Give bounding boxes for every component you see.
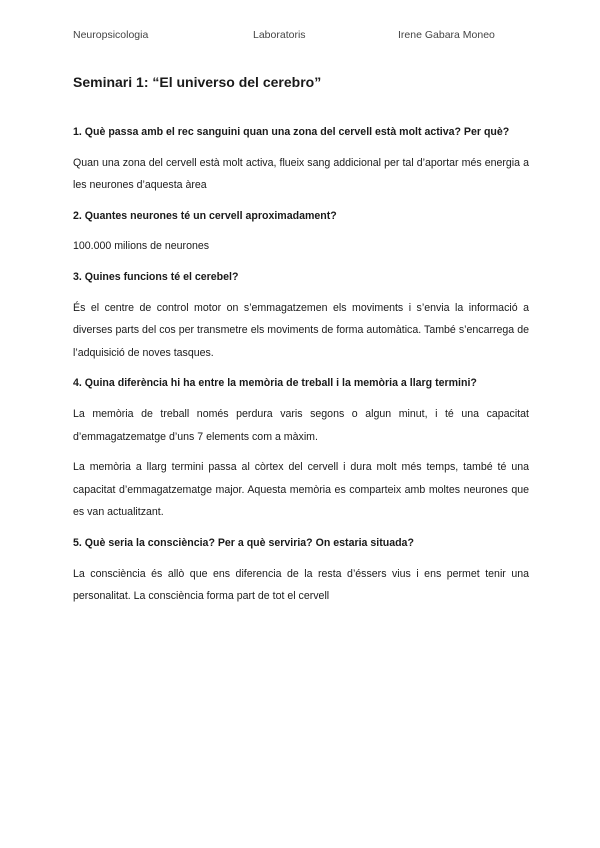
- header-subject: Neuropsicologia: [73, 29, 149, 41]
- answer-4a: La memòria de treball només perdura varis segons o algun minut, i té una capacitat d’emmagatzematge d’uns 7 elements com a màxim.: [73, 407, 529, 443]
- question-1: 1. Què passa amb el rec sanguini quan una zona del cervell està molt activa? Per què?: [73, 126, 510, 138]
- answer-3: És el centre de control motor on s’emmagatzemen els moviments i s’envia la informació a diverses parts del cos per transmetre els moviments de forma automàtica. També s’encarrega de l’adquisició de noves tasques.: [73, 301, 529, 359]
- header-section: Laboratoris: [253, 29, 306, 41]
- question-5: 5. Què seria la consciència? Per a què serviria? On estaria situada?: [73, 536, 414, 549]
- answer-1: Quan una zona del cervell està molt activa, flueix sang addicional per tal d’aportar més energia a les neurones d’aquesta àrea: [73, 156, 529, 192]
- answer-4b: La memòria a llarg termini passa al còrtex del cervell i dura molt més temps, també té una capacitat d’emmagatzematge major. Aquesta memòria es comparteix amb moltes neurones que es van actualitzant.: [73, 461, 529, 519]
- answer-5: La consciència és allò que ens diferencia de la resta d’éssers vius i ens permet tenir una personalitat. La consciència forma part de tot el cervell: [73, 567, 529, 603]
- question-3: 3. Quines funcions té el cerebel?: [73, 270, 239, 283]
- answer-2: 100.000 milions de neurones: [73, 240, 210, 253]
- header-author: Irene Gabara Moneo: [398, 29, 495, 41]
- question-4: 4. Quina diferència hi ha entre la memòria de treball i la memòria a llarg termini?: [73, 377, 477, 390]
- page-header: [0, 29, 600, 43]
- document-title: Seminari 1: “El universo del cerebro”: [73, 74, 322, 90]
- question-2: 2. Quantes neurones té un cervell aproximadament?: [73, 209, 337, 222]
- document-body: [73, 121, 529, 616]
